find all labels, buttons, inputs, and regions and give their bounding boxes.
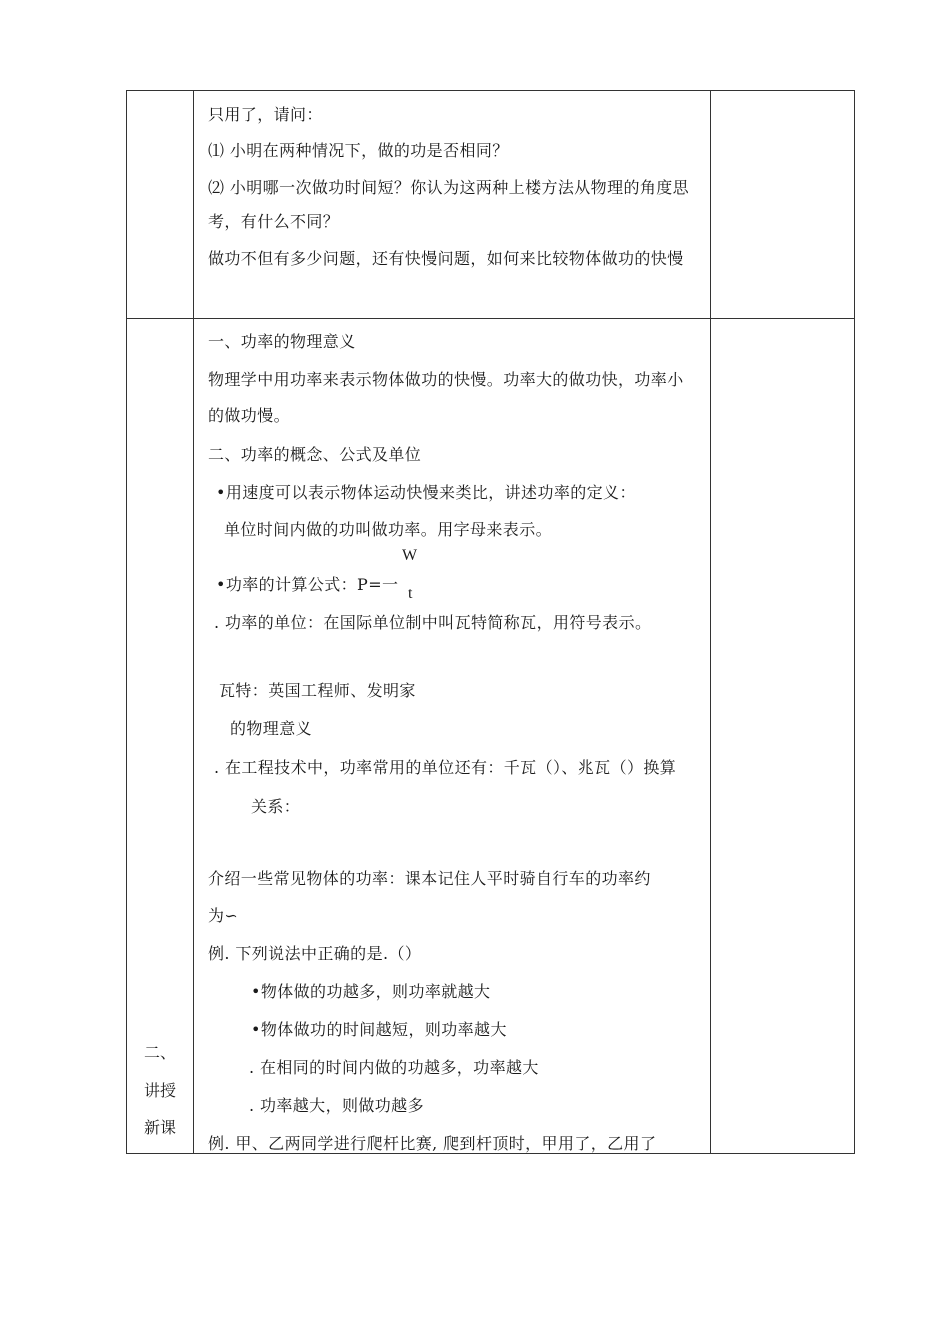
example-line: 例. 甲、乙两同学进行爬杆比赛, 爬到杆顶时，甲用了，乙用了 <box>208 1134 657 1153</box>
option-line: . 在相同的时间内做的功越多，功率越大 <box>249 1058 539 1077</box>
section-label: 讲授 <box>143 1081 176 1100</box>
body-line: 介绍一些常见物体的功率：课本记住人平时骑自行车的功率约 <box>208 869 651 888</box>
body-line: 关系： <box>251 797 301 816</box>
column-divider-2 <box>710 91 711 1153</box>
option-line: •物体做功的时间越短，则功率越大 <box>251 1020 507 1039</box>
body-line: 瓦特：英国工程师、发明家 <box>219 681 416 700</box>
section2-content-cell <box>194 319 710 1154</box>
section1-line: ⑴ 小明在两种情况下，做的功是否相同？ <box>208 141 509 160</box>
option-line: •物体做的功越多，则功率就越大 <box>251 982 491 1001</box>
section2-label-cell <box>127 319 193 1154</box>
formula-numerator: W <box>402 547 418 564</box>
formula-line: •功率的计算公式：P=一 <box>216 575 399 594</box>
body-line: 的物理意义 <box>230 719 313 738</box>
section-label: 新课 <box>143 1118 176 1137</box>
section1-line: ⑵ 小明哪一次做功时间短？你认为这两种上楼方法从物理的角度思 <box>208 178 690 197</box>
heading-line: 一、功率的物理意义 <box>208 332 356 351</box>
heading-line: 二、功率的概念、公式及单位 <box>208 445 422 464</box>
body-line: . 在工程技术中，功率常用的单位还有：千瓦（）、兆瓦（）换算 <box>214 758 677 777</box>
lesson-table <box>126 90 855 1154</box>
section1-line: 只用了，请问： <box>208 105 323 124</box>
section1-content-cell <box>194 91 710 318</box>
formula-denominator: t <box>408 585 413 602</box>
body-line: 的做功慢。 <box>208 406 291 425</box>
example-line: 例. 下列说法中正确的是.（） <box>208 944 422 963</box>
body-line: 单位时间内做的功叫做功率。用字母来表示。 <box>224 520 553 539</box>
body-line: . 功率的单位：在国际单位制中叫瓦特简称瓦，用符号表示。 <box>214 613 652 632</box>
section-label: 二、 <box>143 1043 176 1062</box>
section1-line: 做功不但有多少问题，还有快慢问题，如何来比较物体做功的快慢 <box>208 249 684 268</box>
body-line: 为∽ <box>208 906 239 925</box>
section1-line: 考，有什么不同？ <box>208 212 340 231</box>
body-line: 物理学中用功率来表示物体做功的快慢。功率大的做功快，功率小 <box>208 370 684 389</box>
option-line: . 功率越大，则做功越多 <box>249 1096 424 1115</box>
body-line: •用速度可以表示物体运动快慢来类比，讲述功率的定义： <box>216 483 636 502</box>
